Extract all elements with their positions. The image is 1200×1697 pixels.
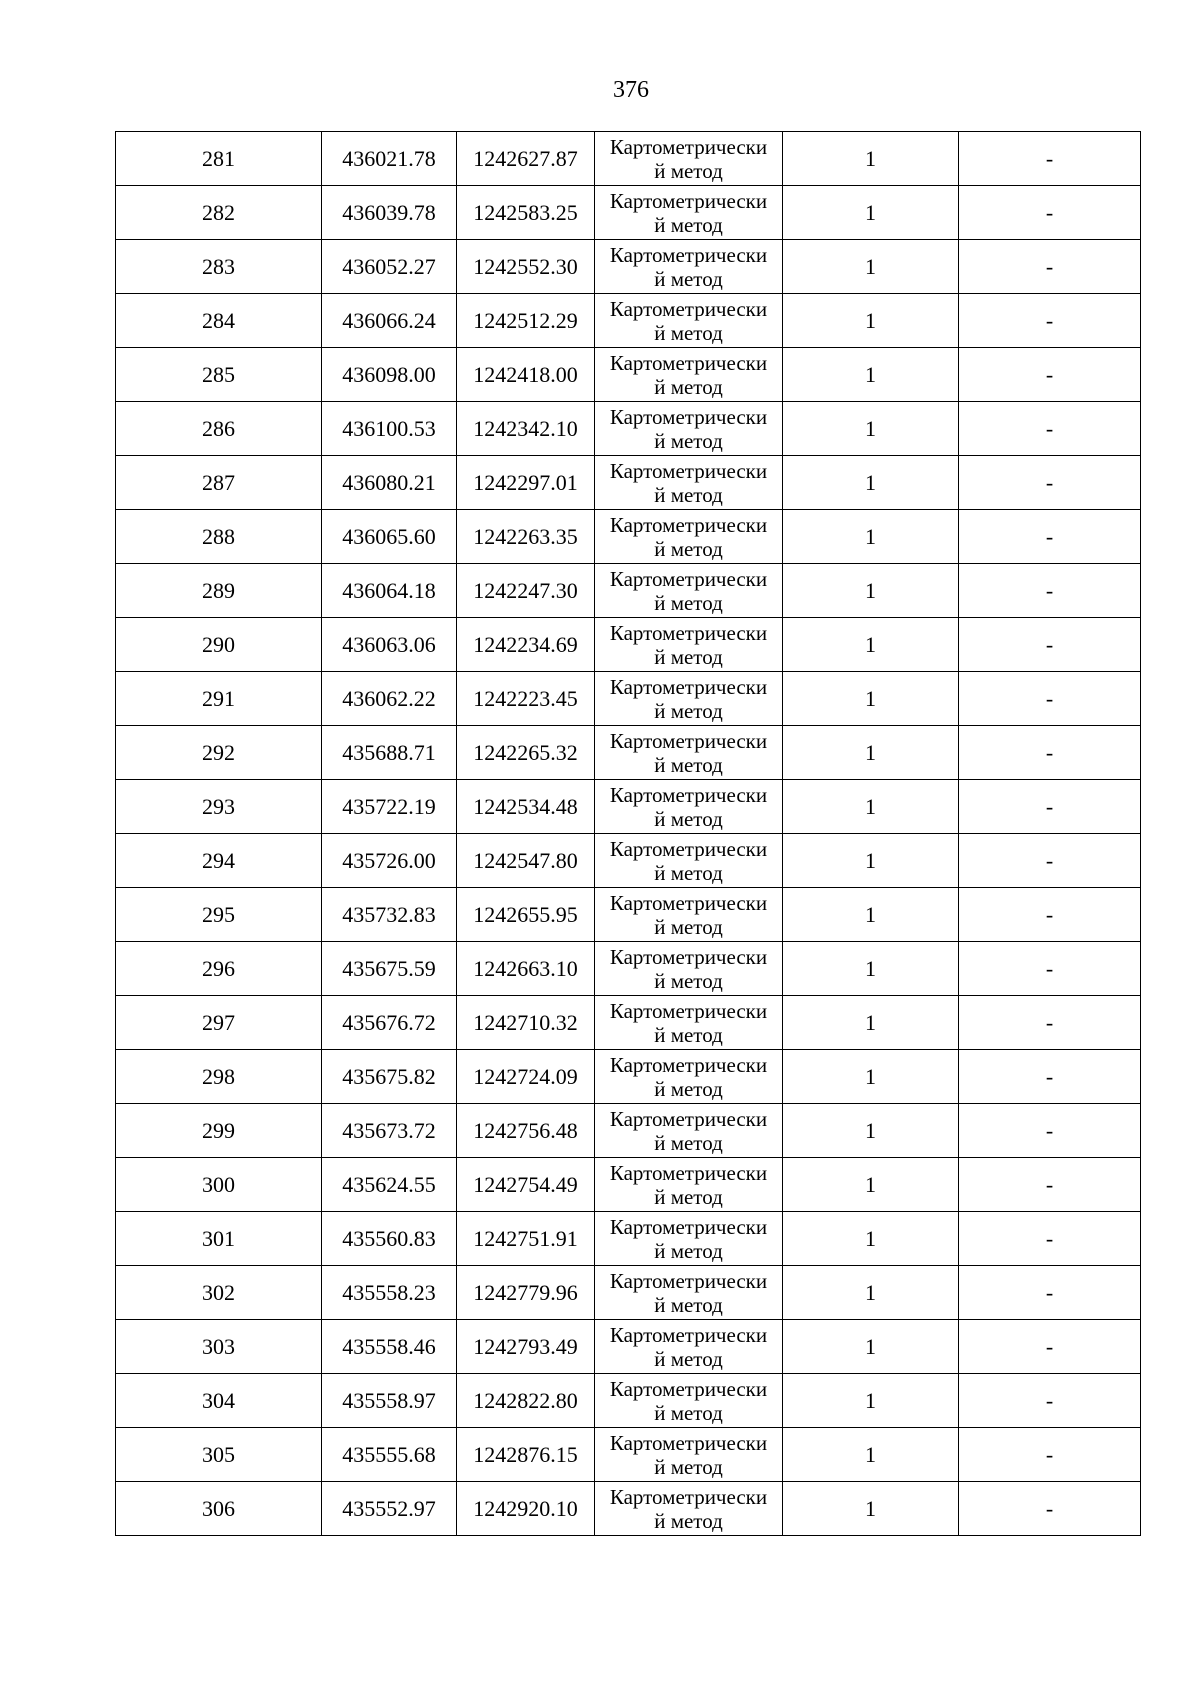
point-number-cell: 281 xyxy=(116,132,322,186)
method-text-line2: й метод xyxy=(654,1292,723,1317)
x-coordinate-cell: 435675.59 xyxy=(322,942,457,996)
y-coordinate-cell: 1242552.30 xyxy=(457,240,595,294)
note-cell: - xyxy=(959,1266,1141,1320)
method-text-line1: Картометрически xyxy=(609,1322,768,1347)
table-row xyxy=(116,1428,1141,1482)
y-coordinate-cell: 1242779.96 xyxy=(457,1266,595,1320)
accuracy-cell: 1 xyxy=(783,888,959,942)
method-text-line1: Картометрически xyxy=(609,1052,768,1077)
x-coordinate-cell: 436064.18 xyxy=(322,564,457,618)
method-cell xyxy=(595,132,783,186)
x-coordinate-cell: 436052.27 xyxy=(322,240,457,294)
method-cell xyxy=(595,186,783,240)
method-text-line2: й метод xyxy=(654,1076,723,1101)
method-cell xyxy=(595,1050,783,1104)
accuracy-cell: 1 xyxy=(783,510,959,564)
y-coordinate-cell: 1242547.80 xyxy=(457,834,595,888)
method-text-line1: Картометрически xyxy=(609,350,768,375)
accuracy-cell: 1 xyxy=(783,834,959,888)
method-text-line2: й метод xyxy=(654,482,723,507)
method-text-line2: й метод xyxy=(654,320,723,345)
y-coordinate-cell: 1242265.32 xyxy=(457,726,595,780)
table-row xyxy=(116,132,1141,186)
note-cell: - xyxy=(959,726,1141,780)
method-text-line2: й метод xyxy=(654,1508,723,1533)
accuracy-cell: 1 xyxy=(783,1104,959,1158)
accuracy-cell: 1 xyxy=(783,564,959,618)
method-text-line2: й метод xyxy=(654,536,723,561)
accuracy-cell: 1 xyxy=(783,618,959,672)
method-text-line2: й метод xyxy=(654,1454,723,1479)
accuracy-cell: 1 xyxy=(783,1050,959,1104)
note-cell: - xyxy=(959,1212,1141,1266)
note-cell: - xyxy=(959,780,1141,834)
table-row xyxy=(116,1320,1141,1374)
method-cell xyxy=(595,726,783,780)
note-cell: - xyxy=(959,456,1141,510)
table-row xyxy=(116,1104,1141,1158)
x-coordinate-cell: 435732.83 xyxy=(322,888,457,942)
y-coordinate-cell: 1242663.10 xyxy=(457,942,595,996)
table-row xyxy=(116,240,1141,294)
note-cell: - xyxy=(959,1104,1141,1158)
method-text-line1: Картометрически xyxy=(609,1160,768,1185)
method-text-line2: й метод xyxy=(654,644,723,669)
y-coordinate-cell: 1242793.49 xyxy=(457,1320,595,1374)
method-text-line2: й метод xyxy=(654,590,723,615)
note-cell: - xyxy=(959,1428,1141,1482)
accuracy-cell: 1 xyxy=(783,942,959,996)
note-cell: - xyxy=(959,510,1141,564)
accuracy-cell: 1 xyxy=(783,726,959,780)
method-text-line1: Картометрически xyxy=(609,1214,768,1239)
x-coordinate-cell: 435558.46 xyxy=(322,1320,457,1374)
table-row xyxy=(116,1482,1141,1536)
note-cell: - xyxy=(959,240,1141,294)
point-number-cell: 303 xyxy=(116,1320,322,1374)
point-number-cell: 302 xyxy=(116,1266,322,1320)
x-coordinate-cell: 436065.60 xyxy=(322,510,457,564)
point-number-cell: 292 xyxy=(116,726,322,780)
note-cell: - xyxy=(959,996,1141,1050)
y-coordinate-cell: 1242627.87 xyxy=(457,132,595,186)
method-cell xyxy=(595,996,783,1050)
table-row xyxy=(116,1050,1141,1104)
accuracy-cell: 1 xyxy=(783,1212,959,1266)
y-coordinate-cell: 1242756.48 xyxy=(457,1104,595,1158)
point-number-cell: 284 xyxy=(116,294,322,348)
method-cell xyxy=(595,510,783,564)
point-number-cell: 299 xyxy=(116,1104,322,1158)
table-row xyxy=(116,294,1141,348)
x-coordinate-cell: 435676.72 xyxy=(322,996,457,1050)
method-cell xyxy=(595,564,783,618)
note-cell: - xyxy=(959,348,1141,402)
note-cell: - xyxy=(959,294,1141,348)
method-text-line1: Картометрически xyxy=(609,1484,768,1509)
method-text-line2: й метод xyxy=(654,212,723,237)
method-text-line2: й метод xyxy=(654,698,723,723)
method-text-line2: й метод xyxy=(654,1022,723,1047)
method-cell xyxy=(595,834,783,888)
method-text-line2: й метод xyxy=(654,266,723,291)
method-text-line1: Картометрически xyxy=(609,296,768,321)
method-text-line1: Картометрически xyxy=(609,1268,768,1293)
method-text-line2: й метод xyxy=(654,1238,723,1263)
method-cell xyxy=(595,618,783,672)
method-text-line2: й метод xyxy=(654,1130,723,1155)
method-text-line2: й метод xyxy=(654,860,723,885)
note-cell: - xyxy=(959,132,1141,186)
y-coordinate-cell: 1242263.35 xyxy=(457,510,595,564)
method-cell xyxy=(595,402,783,456)
note-cell: - xyxy=(959,1482,1141,1536)
point-number-cell: 304 xyxy=(116,1374,322,1428)
point-number-cell: 294 xyxy=(116,834,322,888)
x-coordinate-cell: 435558.23 xyxy=(322,1266,457,1320)
y-coordinate-cell: 1242342.10 xyxy=(457,402,595,456)
accuracy-cell: 1 xyxy=(783,672,959,726)
method-text-line1: Картометрически xyxy=(609,674,768,699)
method-text-line2: й метод xyxy=(654,158,723,183)
x-coordinate-cell: 436039.78 xyxy=(322,186,457,240)
y-coordinate-cell: 1242583.25 xyxy=(457,186,595,240)
accuracy-cell: 1 xyxy=(783,1320,959,1374)
note-cell: - xyxy=(959,1158,1141,1212)
x-coordinate-cell: 435726.00 xyxy=(322,834,457,888)
accuracy-cell: 1 xyxy=(783,294,959,348)
point-number-cell: 295 xyxy=(116,888,322,942)
method-text-line2: й метод xyxy=(654,1400,723,1425)
accuracy-cell: 1 xyxy=(783,456,959,510)
point-number-cell: 288 xyxy=(116,510,322,564)
note-cell: - xyxy=(959,1320,1141,1374)
method-text-line1: Картометрически xyxy=(609,512,768,537)
method-cell xyxy=(595,1104,783,1158)
method-text-line1: Картометрически xyxy=(609,998,768,1023)
table-row xyxy=(116,510,1141,564)
method-text-line2: й метод xyxy=(654,374,723,399)
method-text-line1: Картометрически xyxy=(609,188,768,213)
note-cell: - xyxy=(959,942,1141,996)
method-cell xyxy=(595,240,783,294)
method-cell xyxy=(595,348,783,402)
method-cell xyxy=(595,1320,783,1374)
method-text-line2: й метод xyxy=(654,806,723,831)
accuracy-cell: 1 xyxy=(783,1374,959,1428)
x-coordinate-cell: 436066.24 xyxy=(322,294,457,348)
accuracy-cell: 1 xyxy=(783,780,959,834)
note-cell: - xyxy=(959,1050,1141,1104)
method-text-line2: й метод xyxy=(654,914,723,939)
y-coordinate-cell: 1242512.29 xyxy=(457,294,595,348)
table-row xyxy=(116,348,1141,402)
table-row xyxy=(116,564,1141,618)
table-row xyxy=(116,1374,1141,1428)
x-coordinate-cell: 436063.06 xyxy=(322,618,457,672)
accuracy-cell: 1 xyxy=(783,132,959,186)
x-coordinate-cell: 435555.68 xyxy=(322,1428,457,1482)
point-number-cell: 298 xyxy=(116,1050,322,1104)
method-cell xyxy=(595,1374,783,1428)
table-row xyxy=(116,456,1141,510)
table-row xyxy=(116,618,1141,672)
method-cell xyxy=(595,456,783,510)
method-text-line1: Картометрически xyxy=(609,134,768,159)
method-text-line2: й метод xyxy=(654,968,723,993)
accuracy-cell: 1 xyxy=(783,1482,959,1536)
method-text-line1: Картометрически xyxy=(609,782,768,807)
table-row xyxy=(116,1158,1141,1212)
x-coordinate-cell: 435560.83 xyxy=(322,1212,457,1266)
method-text-line1: Картометрически xyxy=(609,1376,768,1401)
table-row xyxy=(116,1266,1141,1320)
point-number-cell: 282 xyxy=(116,186,322,240)
y-coordinate-cell: 1242710.32 xyxy=(457,996,595,1050)
point-number-cell: 283 xyxy=(116,240,322,294)
note-cell: - xyxy=(959,402,1141,456)
accuracy-cell: 1 xyxy=(783,402,959,456)
y-coordinate-cell: 1242822.80 xyxy=(457,1374,595,1428)
point-number-cell: 289 xyxy=(116,564,322,618)
method-text-line1: Картометрически xyxy=(609,836,768,861)
point-number-cell: 285 xyxy=(116,348,322,402)
note-cell: - xyxy=(959,186,1141,240)
point-number-cell: 297 xyxy=(116,996,322,1050)
method-text-line1: Картометрически xyxy=(609,1106,768,1131)
y-coordinate-cell: 1242876.15 xyxy=(457,1428,595,1482)
method-text-line1: Картометрически xyxy=(609,620,768,645)
table-row xyxy=(116,780,1141,834)
note-cell: - xyxy=(959,672,1141,726)
accuracy-cell: 1 xyxy=(783,996,959,1050)
y-coordinate-cell: 1242724.09 xyxy=(457,1050,595,1104)
accuracy-cell: 1 xyxy=(783,348,959,402)
method-text-line2: й метод xyxy=(654,752,723,777)
x-coordinate-cell: 436021.78 xyxy=(322,132,457,186)
point-number-cell: 305 xyxy=(116,1428,322,1482)
x-coordinate-cell: 436062.22 xyxy=(322,672,457,726)
y-coordinate-cell: 1242920.10 xyxy=(457,1482,595,1536)
y-coordinate-cell: 1242534.48 xyxy=(457,780,595,834)
method-cell xyxy=(595,1266,783,1320)
point-number-cell: 293 xyxy=(116,780,322,834)
method-text-line2: й метод xyxy=(654,1346,723,1371)
y-coordinate-cell: 1242418.00 xyxy=(457,348,595,402)
method-text-line2: й метод xyxy=(654,1184,723,1209)
x-coordinate-cell: 436100.53 xyxy=(322,402,457,456)
accuracy-cell: 1 xyxy=(783,240,959,294)
method-text-line1: Картометрически xyxy=(609,242,768,267)
table-row xyxy=(116,186,1141,240)
page-number: 376 xyxy=(613,77,649,103)
table-row xyxy=(116,996,1141,1050)
note-cell: - xyxy=(959,1374,1141,1428)
table-row xyxy=(116,672,1141,726)
note-cell: - xyxy=(959,564,1141,618)
accuracy-cell: 1 xyxy=(783,186,959,240)
y-coordinate-cell: 1242754.49 xyxy=(457,1158,595,1212)
method-cell xyxy=(595,888,783,942)
y-coordinate-cell: 1242223.45 xyxy=(457,672,595,726)
method-text-line2: й метод xyxy=(654,428,723,453)
x-coordinate-cell: 435624.55 xyxy=(322,1158,457,1212)
y-coordinate-cell: 1242655.95 xyxy=(457,888,595,942)
table-row xyxy=(116,1212,1141,1266)
x-coordinate-cell: 435688.71 xyxy=(322,726,457,780)
x-coordinate-cell: 436098.00 xyxy=(322,348,457,402)
note-cell: - xyxy=(959,834,1141,888)
method-cell xyxy=(595,1212,783,1266)
x-coordinate-cell: 435552.97 xyxy=(322,1482,457,1536)
method-text-line1: Картометрически xyxy=(609,458,768,483)
x-coordinate-cell: 435722.19 xyxy=(322,780,457,834)
method-text-line1: Картометрически xyxy=(609,404,768,429)
accuracy-cell: 1 xyxy=(783,1266,959,1320)
table-row xyxy=(116,888,1141,942)
y-coordinate-cell: 1242247.30 xyxy=(457,564,595,618)
y-coordinate-cell: 1242297.01 xyxy=(457,456,595,510)
point-number-cell: 301 xyxy=(116,1212,322,1266)
note-cell: - xyxy=(959,618,1141,672)
coordinates-table-body xyxy=(116,132,1141,1536)
method-cell xyxy=(595,942,783,996)
point-number-cell: 291 xyxy=(116,672,322,726)
accuracy-cell: 1 xyxy=(783,1158,959,1212)
point-number-cell: 300 xyxy=(116,1158,322,1212)
y-coordinate-cell: 1242751.91 xyxy=(457,1212,595,1266)
table-row xyxy=(116,834,1141,888)
x-coordinate-cell: 435673.72 xyxy=(322,1104,457,1158)
table-row xyxy=(116,942,1141,996)
method-cell xyxy=(595,672,783,726)
method-cell xyxy=(595,1158,783,1212)
point-number-cell: 286 xyxy=(116,402,322,456)
method-text-line1: Картометрически xyxy=(609,1430,768,1455)
x-coordinate-cell: 435558.97 xyxy=(322,1374,457,1428)
x-coordinate-cell: 435675.82 xyxy=(322,1050,457,1104)
table-row xyxy=(116,402,1141,456)
x-coordinate-cell: 436080.21 xyxy=(322,456,457,510)
method-text-line1: Картометрически xyxy=(609,890,768,915)
method-text-line1: Картометрически xyxy=(609,728,768,753)
method-text-line1: Картометрически xyxy=(609,944,768,969)
method-cell xyxy=(595,1482,783,1536)
point-number-cell: 296 xyxy=(116,942,322,996)
method-cell xyxy=(595,294,783,348)
point-number-cell: 290 xyxy=(116,618,322,672)
point-number-cell: 306 xyxy=(116,1482,322,1536)
table-row xyxy=(116,726,1141,780)
coordinates-table xyxy=(115,131,1141,1536)
note-cell: - xyxy=(959,888,1141,942)
method-cell xyxy=(595,780,783,834)
accuracy-cell: 1 xyxy=(783,1428,959,1482)
method-cell xyxy=(595,1428,783,1482)
y-coordinate-cell: 1242234.69 xyxy=(457,618,595,672)
method-text-line1: Картометрически xyxy=(609,566,768,591)
point-number-cell: 287 xyxy=(116,456,322,510)
